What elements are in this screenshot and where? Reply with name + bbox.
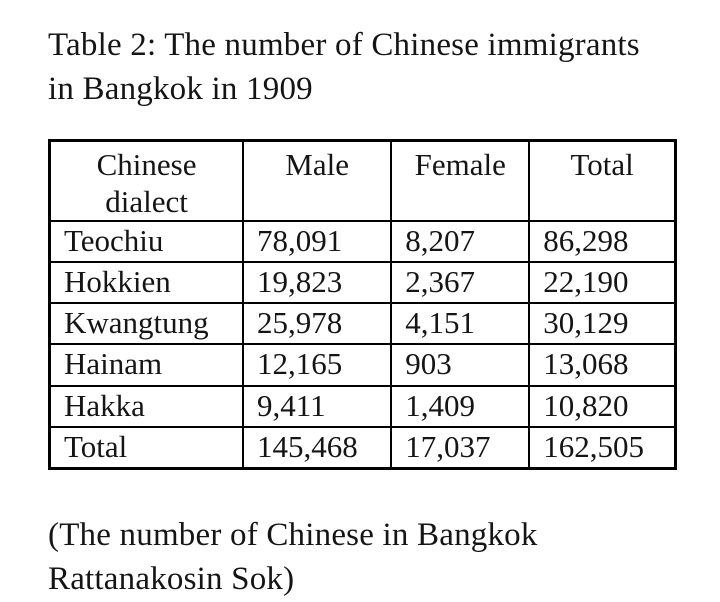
cell-male: 25,978 <box>243 303 391 344</box>
column-header-male: Male <box>243 140 391 221</box>
cell-total: 30,129 <box>529 303 675 344</box>
table-title-line-2: in Bangkok in 1909 <box>48 70 313 107</box>
cell-dialect: Hainam <box>50 344 244 385</box>
cell-female: 1,409 <box>391 386 529 427</box>
table-row-hakka <box>50 386 676 427</box>
cell-dialect: Total <box>50 427 244 469</box>
table-row-total <box>50 427 676 469</box>
cell-total: 22,190 <box>529 262 675 303</box>
cell-dialect: Kwangtung <box>50 303 244 344</box>
cell-male: 12,165 <box>243 344 391 385</box>
cell-total: 86,298 <box>529 221 675 262</box>
cell-female: 903 <box>391 344 529 385</box>
cell-total: 13,068 <box>529 344 675 385</box>
cell-total: 162,505 <box>529 427 675 469</box>
table-row-hokkien <box>50 262 676 303</box>
table-title <box>48 24 682 112</box>
cell-female: 17,037 <box>391 427 529 469</box>
cell-total: 10,820 <box>529 386 675 427</box>
cell-dialect: Hakka <box>50 386 244 427</box>
cell-male: 19,823 <box>243 262 391 303</box>
table-caption-line-1: (The number of Chinese in Bangkok <box>48 516 538 553</box>
table-header-row <box>50 140 676 221</box>
cell-male: 9,411 <box>243 386 391 427</box>
cell-dialect: Teochiu <box>50 221 244 262</box>
table-caption <box>48 514 682 602</box>
column-header-total: Total <box>529 140 675 221</box>
table-caption-line-2: Rattanakosin Sok) <box>48 560 295 597</box>
table-title-line-1: Table 2: The number of Chinese immigrants <box>48 27 640 63</box>
table-row-kwangtung <box>50 303 676 344</box>
column-header-female: Female <box>391 140 529 221</box>
cell-female: 8,207 <box>391 221 529 262</box>
cell-male: 145,468 <box>243 427 391 469</box>
immigrants-table <box>48 139 677 470</box>
table-row-hainam <box>50 344 676 385</box>
column-header-chinese-dialect: Chinese dialect <box>50 140 244 221</box>
cell-male: 78,091 <box>243 221 391 262</box>
cell-female: 4,151 <box>391 303 529 344</box>
table-row-teochiu <box>50 221 676 262</box>
cell-female: 2,367 <box>391 262 529 303</box>
cell-dialect: Hokkien <box>50 262 244 303</box>
